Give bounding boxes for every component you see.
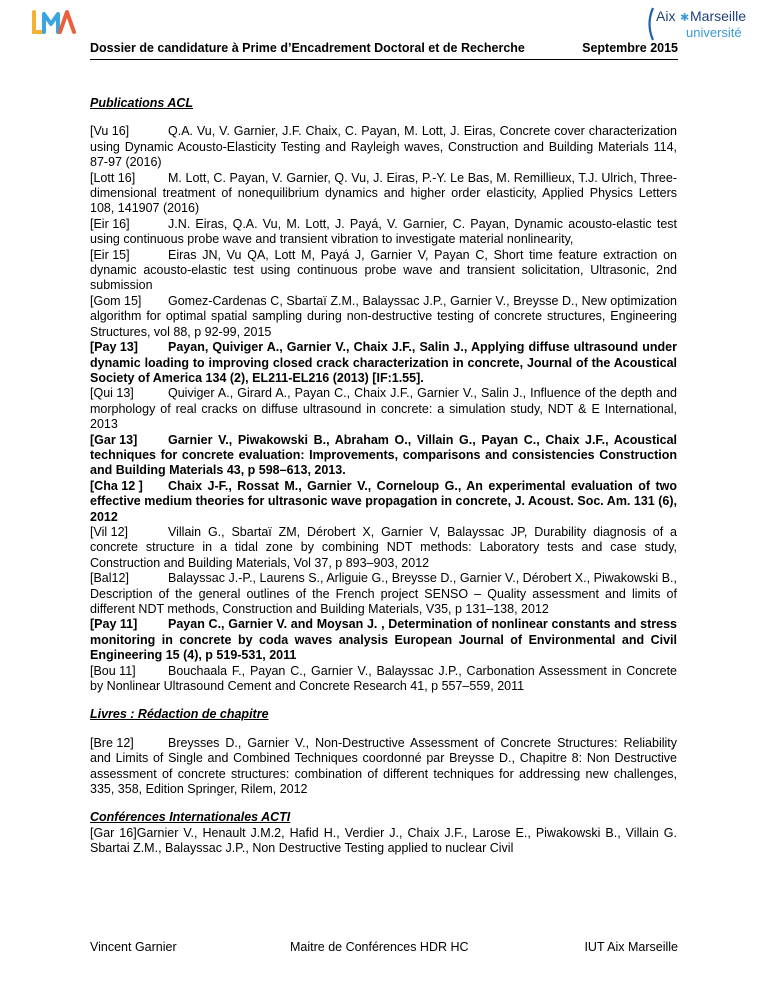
publication-entry (90, 248, 677, 294)
entry-text: Chaix J-F., Rossat M., Garnier V., Corneloup G., An experimental evaluation of two effective medium theories for ultrasonic wave propagation in concrete, J. Acoust. Soc. Am. 131 (6), 2012 (90, 478, 677, 524)
publication-entry (90, 124, 677, 170)
entry-text: M. Lott, C. Payan, V. Garnier, Q. Vu, J. Eiras, P.-Y. Le Bas, M. Remillieux, T.J. Ulrich, Three-dimensional treatment of nonequilibrium dynamics and higher order elasticity, Applied Physics Letters 108, 141907 (2016) (90, 170, 677, 216)
entry-tag: [Pay 11] (90, 617, 138, 632)
entry-tag: [Vil 12] (90, 524, 128, 539)
entry-text: Eiras JN, Vu QA, Lott M, Payá J, Garnier V, Payan C, Short time feature extraction on dynamic acousto-elastic test using continuous probe wave and transient solicitation, Ultrasonic, 2nd submission (90, 247, 677, 293)
conference-entry (90, 826, 677, 857)
publication-entry (90, 617, 677, 663)
header-date: Septembre 2015 (582, 41, 678, 55)
entry-text: Quiviger A., Girard A., Payan C., Chaix J.F., Garnier V., Salin J., Influence of the depth and morphology of real cracks on diffuse ultrasound in concrete: a simulation study, NDT & E International, 2013 (90, 386, 677, 432)
publication-list (90, 124, 677, 694)
book-chapter-entry (90, 736, 677, 798)
publication-entry (90, 664, 677, 695)
entry-text: Balayssac J.-P., Laurens S., Arliguie G., Breysse D., Garnier V., Dérobert X., Piwakowski B., Description of the general outlines of the French project SENSO – Quality assessment and limits of different NDT methods, Construction and Building Materials, V35, p 131–138, 2012 (90, 571, 677, 616)
entry-tag: [Qui 13] (90, 386, 134, 401)
publication-entry (90, 525, 677, 571)
publication-entry (90, 171, 677, 217)
page-header (90, 41, 678, 57)
publication-entry (90, 386, 677, 432)
aix-marseille-universite-logo (646, 6, 747, 42)
footer-position: Maitre de Conférences HDR HC (290, 940, 469, 954)
entry-tag: [Pay 13] (90, 340, 138, 355)
footer-author: Vincent Garnier (90, 940, 177, 954)
section-title-book-chapters: Livres : Rédaction de chapitre (90, 707, 269, 722)
publication-entry (90, 433, 677, 479)
section-title-publications: Publications ACL (90, 96, 194, 110)
publication-entry (90, 340, 677, 386)
entry-text: Payan C., Garnier V. and Moysan J. , Determination of nonlinear constants and stress monitoring in concrete by coda waves analysis European Journal of Environmental and Civil Engineering 15 (4), p 519-531, 2011 (90, 617, 677, 663)
entry-text: Payan, Quiviger A., Garnier V., Chaix J.F., Salin J., Applying diffuse ultrasound under dynamic loading to improving closed crack characterization in concrete, Journal of the Acoustical Society of America 134 (2), EL211-EL216 (2013) [IF:1.55]. (90, 340, 677, 385)
publication-entry (90, 294, 677, 340)
entry-tag: [Bou 11] (90, 663, 136, 678)
entry-text: Q.A. Vu, V. Garnier, J.F. Chaix, C. Payan, M. Lott, J. Eiras, Concrete cover characterization using Dynamic Acousto-Elasticity Testing and Rayleigh waves, Construction and Building Materials 114, 87-97 (2016) (90, 124, 677, 170)
entry-tag: [Bal12] (90, 571, 129, 586)
svg-text:Marseille: Marseille (690, 8, 747, 24)
publication-entry (90, 571, 677, 617)
entry-tag: [Gom 15] (90, 293, 142, 308)
entry-tag: [Vu 16] (90, 124, 130, 139)
svg-text:✱: ✱ (680, 12, 690, 24)
entry-text: Breysses D., Garnier V., Non-Destructive Assessment of Concrete Structures: Reliability and Limits of Single and Combined Techniques coordonné par Breysse D., Chapitre 8: Non Destructive assessment of concrete structures: combination of different techniques for addressing new challenges, 335, 358, Edition Springer, Rilem, 2012 (90, 735, 677, 797)
footer-institution: IUT Aix Marseille (584, 940, 678, 954)
lma-logo (30, 4, 78, 42)
svg-text:Aix: Aix (656, 8, 676, 24)
entry-tag: [Cha 12 ] (90, 478, 143, 493)
publication-entry (90, 479, 677, 525)
entry-tag: [Eir 15] (90, 247, 130, 262)
entry-text: Villain G., Sbartaï ZM, Dérobert X, Garnier V, Balayssac JP, Durability diagnosis of a concrete structure in a tidal zone by combining NDT methods: Laboratory tests and case study, Construction and Building Materials, Vol 37, p 893–903, 2012 (90, 524, 677, 570)
section-title-conferences: Conférences Internationales ACTI (90, 810, 291, 825)
header-title: Dossier de candidature à Prime d’Encadrement Doctoral et de Recherche (90, 41, 525, 55)
entry-tag: [Eir 16] (90, 216, 130, 231)
entry-text: Bouchaala F., Payan C., Garnier V., Balayssac J.P., Carbonation Assessment in Concrete by Nonlinear Ultrasound Cement and Concrete Research 41, p 557–559, 2011 (90, 663, 677, 694)
entry-text: J.N. Eiras, Q.A. Vu, M. Lott, J. Payá, V. Garnier, C. Payan, Dynamic acousto-elastic test using continuous probe wave and transient vibration to investigate material nonlinearity, (90, 216, 677, 247)
publication-entry (90, 217, 677, 248)
svg-text:université: université (686, 25, 742, 40)
header-divider (90, 59, 678, 60)
entry-text: Garnier V., Henault J.M.2, Hafid H., Verdier J., Chaix J.F., Larose E., Piwakowski B., Villain G. Sbartai Z.M., Balayssac J.P., Non Destructive Testing applied to nuclear Civil (90, 825, 677, 856)
entry-tag: [Bre 12] (90, 735, 134, 750)
entry-tag: [Lott 16] (90, 170, 136, 185)
document-body (90, 96, 677, 857)
entry-text: Gomez-Cardenas C, Sbartaï Z.M., Balayssac J.P., Garnier V., Breysse D., New optimization algorithm for optimal spatial sampling during non-destructive testing of concrete structures, Engineering Structures, vol 88, p 92-99, 2015 (90, 293, 677, 339)
entry-tag: [Gar 16] (90, 825, 137, 840)
entry-tag: [Gar 13] (90, 432, 138, 447)
entry-text: Garnier V., Piwakowski B., Abraham O., Villain G., Payan C., Chaix J.F., Acoustical techniques for concrete evaluation: Improvements, comparisons and consistencies Construction and Building Materials 43, p 598–613, 2013. (90, 432, 677, 478)
